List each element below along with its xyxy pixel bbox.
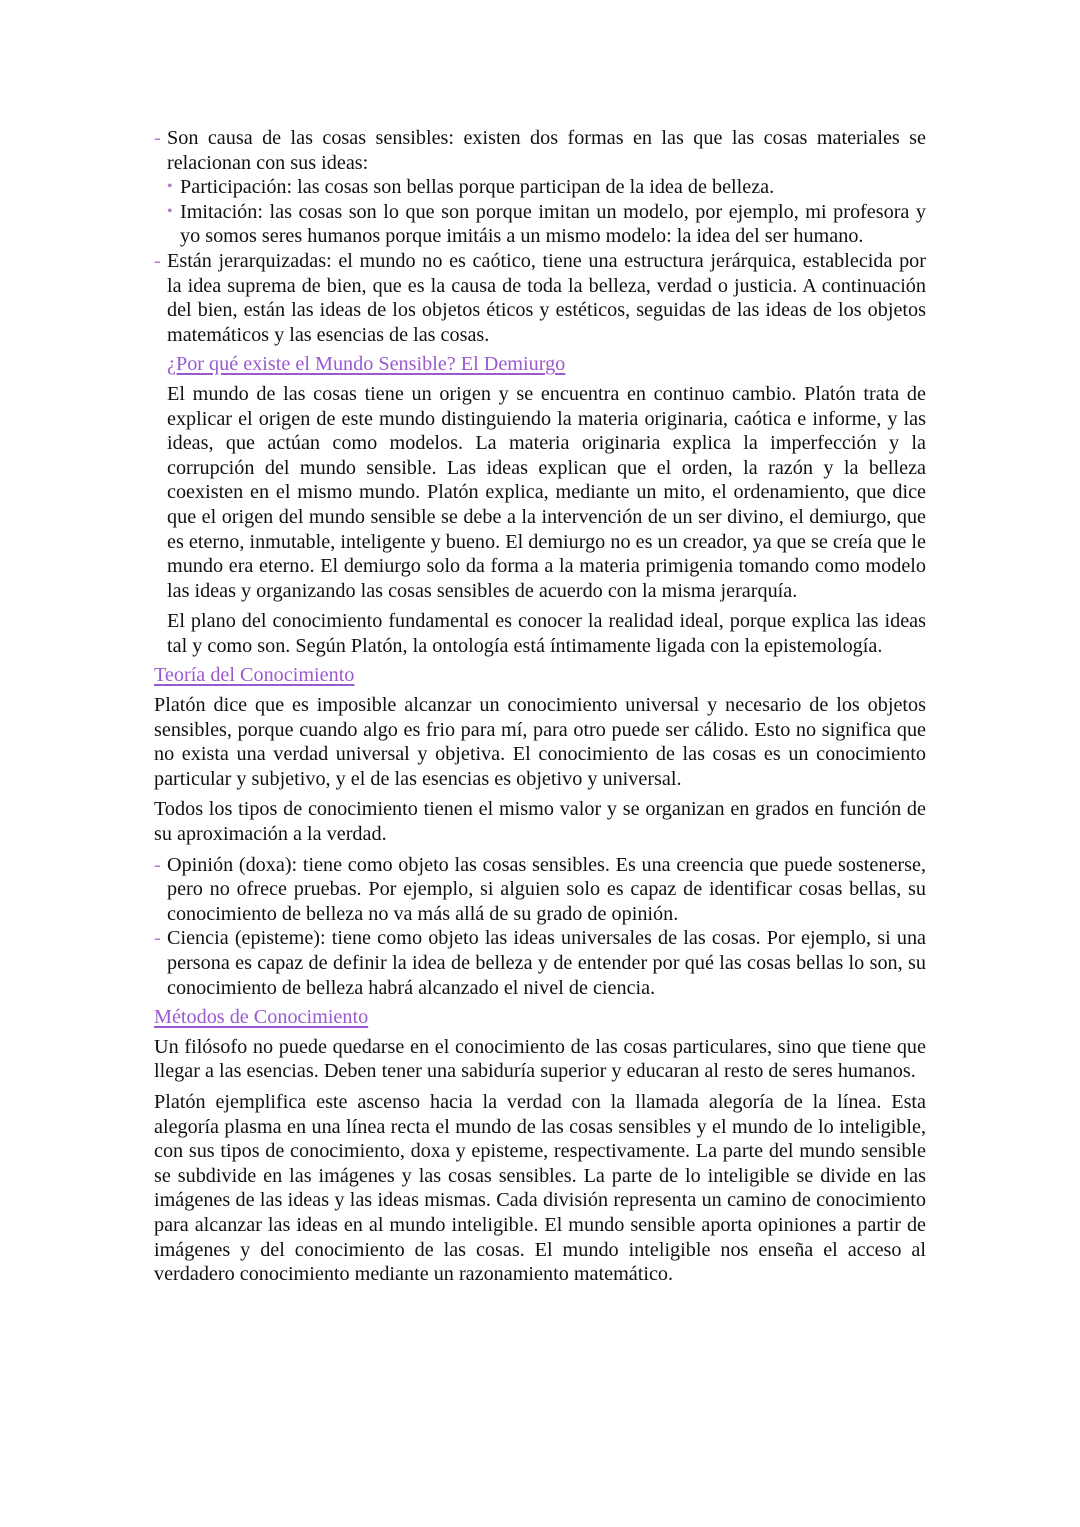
list-item	[154, 926, 926, 1000]
dash-marker: -	[154, 249, 161, 272]
knowledge-list	[154, 853, 926, 1001]
paragraph: El mundo de las cosas tiene un origen y se encuentra en continuo cambio. Platón trata de explicar el origen de este mundo distinguiendo la materia originaria, caótica e informe, y las ideas, que actúan como modelos. La materia originaria explica la imperfección y la corrupción del mundo sensible. Las ideas explican que el orden, la razón y la belleza coexisten en el mismo mundo. Platón explica, mediante un mito, el ordenamiento, que dice que el origen del mundo sensible se debe a la intervención de un ser divino, el demiurgo, que es eterno, inmutable, inteligente y bueno. El demiurgo no es un creador, ya que se creía que le mundo era eterno. El demiurgo solo da forma a la materia primigenia tomando como modelo las ideas y organizando las cosas sensibles de acuerdo con la misma jerarquía.	[167, 382, 926, 602]
list-item-text: Son causa de las cosas sensibles: existen dos formas en las que las cosas materiales se relacionan con sus ideas:	[167, 127, 926, 174]
paragraph: Todos los tipos de conocimiento tienen el mismo valor y se organizan en grados en función de su aproximación a la verdad.	[154, 798, 926, 846]
causes-list	[154, 126, 926, 347]
dash-marker: -	[154, 127, 161, 149]
teoria-heading: Teoría del Conocimiento	[154, 664, 355, 687]
list-item	[154, 126, 926, 175]
paragraph: El plano del conocimiento fundamental es conocer la realidad ideal, porque explica las ideas tal y como son. Según Platón, la ontología está íntimamente ligada con la epistemología.	[167, 610, 926, 657]
bullet-marker: •	[167, 202, 173, 220]
dash-marker: -	[154, 853, 161, 876]
bullet-marker: •	[167, 178, 173, 196]
demiurgo-section	[154, 352, 926, 658]
list-item	[154, 853, 926, 927]
list-item-text: Están jerarquizadas: el mundo no es caótico, tiene una estructura jerárquica, establecida por la idea suprema de bien, que es la causa de toda la belleza, verdad o justicia. A continuación del bien, están las ideas de los objetos éticos y estéticos, seguidas de las ideas de los objetos matemáticos y las esencias de las cosas.	[167, 249, 926, 346]
list-item	[154, 175, 926, 200]
paragraph: Platón ejemplifica este ascenso hacia la verdad con la llamada alegoría de la línea. Esta alegoría plasma en una línea recta el mundo de las cosas sensibles y el mundo de lo inteligible, con sus tipos de conocimiento, doxa y episteme, respectivamente. La parte del mundo sensible se subdivide en las imágenes y las cosas sensibles. La parte de lo inteligible se divide en las imágenes de las ideas y las ideas mismas. Cada división representa un camino de conocimiento para alcanzar las ideas en al mundo inteligible. El mundo sensible aporta opiniones a partir de imágenes y del conocimiento de las cosas. El mundo inteligible nos enseña el acceso al verdadero conocimiento mediante un razonamiento matemático.	[154, 1090, 926, 1286]
demiurgo-heading: ¿Por qué existe el Mundo Sensible? El Demiurgo	[167, 353, 566, 376]
list-item	[154, 200, 926, 249]
list-item-text: Ciencia (episteme): tiene como objeto las ideas universales de las cosas. Por ejemplo, si una persona es capaz de definir la idea de belleza y de entender por qué las cosas bellas lo son, su conocimiento de belleza habrá alcanzado el nivel de ciencia.	[167, 927, 926, 999]
metodos-heading: Métodos de Conocimiento	[154, 1006, 369, 1029]
list-item	[154, 249, 926, 347]
paragraph: Un filósofo no puede quedarse en el conocimiento de las cosas particulares, sino que tiene que llegar a las esencias. Deben tener una sabiduría superior y educaran al resto de seres humanos.	[154, 1035, 926, 1083]
list-item-text: Opinión (doxa): tiene como objeto las cosas sensibles. Es una creencia que puede sostenerse, pero no ofrece pruebas. Por ejemplo, si alguien solo es capaz de identificar cosas bellas, su conocimiento de belleza no va más allá de su grado de opinión.	[167, 853, 926, 925]
paragraph: Platón dice que es imposible alcanzar un conocimiento universal y necesario de los objetos sensibles, porque cuando algo es frio para mí, para otro puede ser cálido. Esto no significa que no exista una verdad universal y objetiva. El conocimiento de las cosas es un conocimiento particular y subjetivo, y el de las esencias es objetivo y universal.	[154, 694, 926, 790]
list-item-text: Participación: las cosas son bellas porque participan de la idea de belleza.	[180, 176, 775, 199]
list-item-text: Imitación: las cosas son lo que son porque imitan un modelo, por ejemplo, mi profesora y yo somos seres humanos porque imitáis a un mismo modelo: la idea del ser humano.	[180, 200, 926, 248]
dash-marker: -	[154, 927, 161, 950]
